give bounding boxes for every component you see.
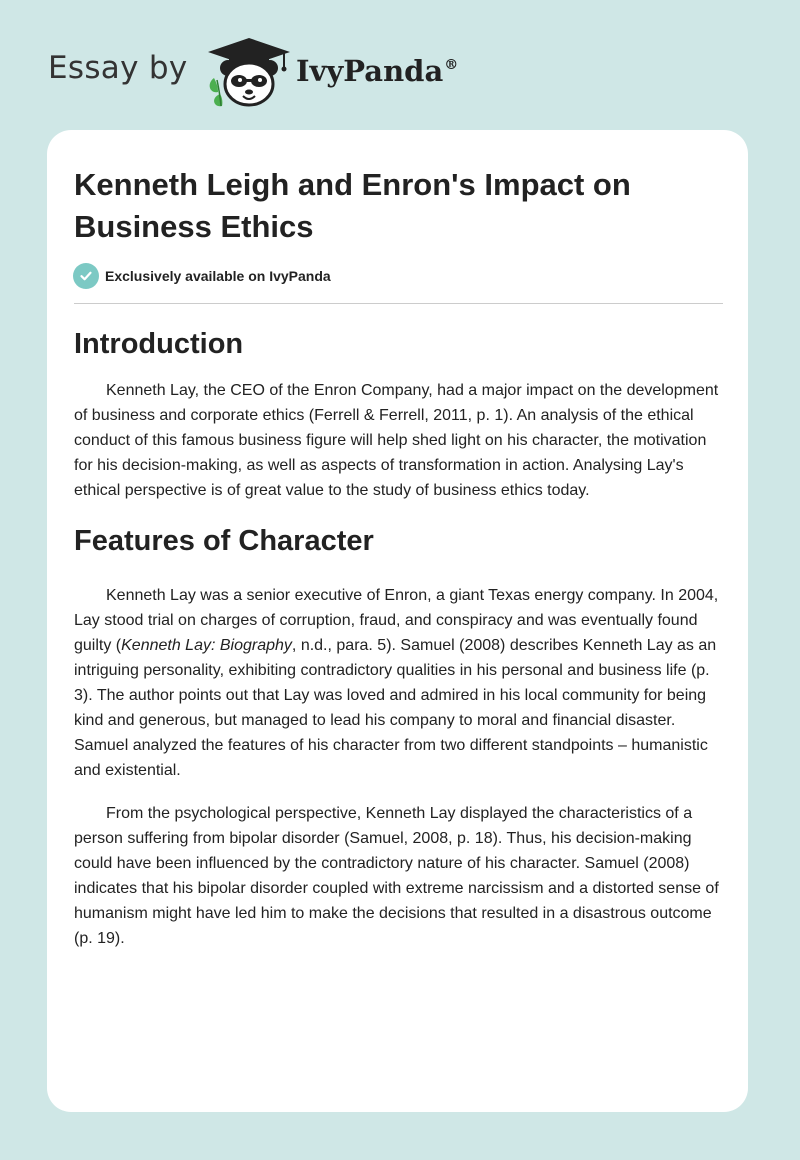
brand-name[interactable] — [296, 54, 458, 88]
section-heading-features: Features of Character — [74, 525, 374, 557]
brand-text: IvyPanda — [296, 54, 444, 88]
site-header — [48, 36, 748, 108]
check-icon — [73, 263, 99, 289]
essay-title: Kenneth Leigh and Enron's Impact on Business Ethics — [74, 167, 631, 244]
section-heading-introduction: Introduction — [74, 328, 244, 360]
features-paragraph-1 — [74, 583, 726, 783]
source-title: Kenneth Lay: Biography — [121, 637, 292, 654]
ivypanda-logo-icon[interactable] — [204, 36, 294, 108]
essay-body — [74, 324, 726, 951]
essay-by-label: Essay by — [48, 50, 188, 86]
trademark-symbol: ® — [444, 57, 459, 73]
introduction-paragraph: Kenneth Lay, the CEO of the Enron Company, had a major impact on the development of business and corporate ethics (Ferrell & Ferrell, 2011, p. 1). An analysis of the ethical conduct of this famous business figure will help shed light on his character, the motivation for his decision-making, as well as aspects of transformation in action. Analysing Lay's ethical perspective is of great value to the study of business ethics today. — [74, 382, 719, 499]
features-paragraph-2: From the psychological perspective, Kenneth Lay displayed the characteristics of a person suffering from bipolar disorder (Samuel, 2008, p. 18). Thus, his decision-making could have been influenced by the contradictory nature of his character. Samuel (2008) indicates that his bipolar disorder coupled with extreme narcissism and a distorted sense of humanism might have led him to make the decisions that resulted in a disastrous outcome (p. 19). — [74, 805, 719, 947]
paragraph-text: , n.d., para. 5). Samuel (2008) describes Kenneth Lay as an intriguing personality, exhibiting contradictory qualities in his personal and business life (p. 3). The author points out that Lay was loved and admired in his local community for being kind and generous, but managed to lead his company to moral and financial disaster. Samuel analyzed the features of his character from two different standpoints – humanistic and existential. — [74, 637, 717, 779]
exclusive-label: Exclusively available on IvyPanda — [105, 268, 331, 284]
paragraph-text: Kenneth Lay was a senior executive of Enron, a giant Texas energy company. In 2004, Lay stood trial on charges of corruption, fraud, and conspiracy and was eventually found guilty ( — [74, 587, 719, 654]
title-divider — [74, 303, 723, 304]
essay-card — [47, 130, 748, 1112]
exclusive-badge — [73, 263, 331, 289]
